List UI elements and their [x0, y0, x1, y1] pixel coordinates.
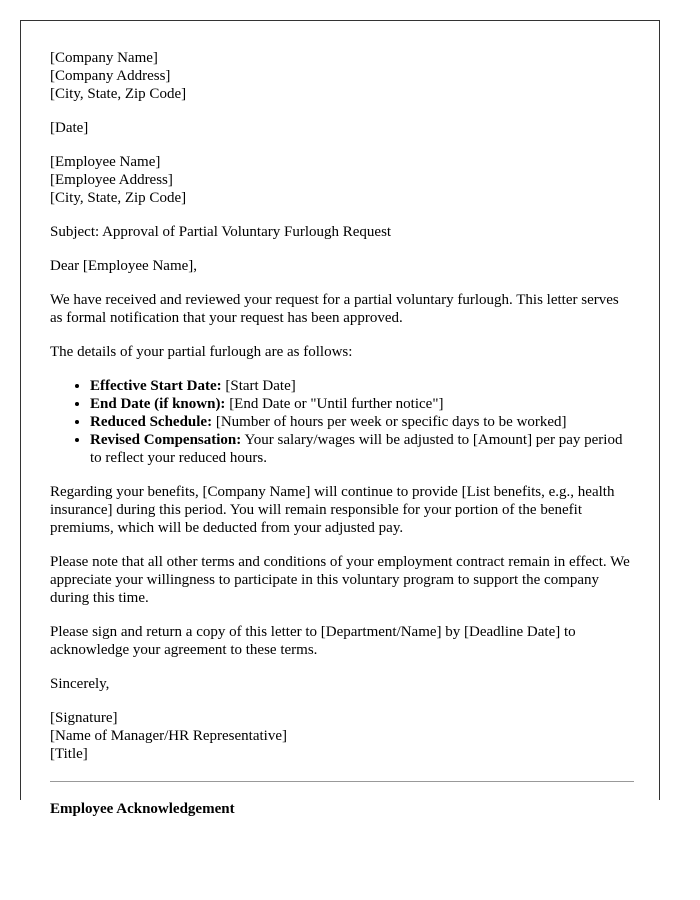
signature-placeholder: [Signature]: [50, 710, 118, 726]
detail-label: Reduced Schedule:: [90, 414, 213, 430]
subject-line: Subject: Approval of Partial Voluntary Furlough Request: [50, 224, 392, 240]
sender-company-name: [Company Name]: [50, 50, 158, 66]
letter-date: [Date]: [50, 120, 89, 136]
detail-value: [Number of hours per week or specific days to be worked]: [212, 414, 567, 430]
recipient-city-state-zip: [City, State, Zip Code]: [50, 190, 187, 206]
detail-item-end-date: [90, 395, 634, 413]
letter-page: [20, 20, 660, 817]
detail-item-start-date: [90, 377, 634, 395]
detail-item-revised-compensation: [90, 431, 634, 467]
detail-label: Effective Start Date:: [90, 378, 222, 394]
closing: Sincerely,: [50, 676, 110, 692]
sender-company-address: [Company Address]: [50, 68, 171, 84]
detail-item-reduced-schedule: [90, 413, 634, 431]
terms-paragraph: Please note that all other terms and conditions of your employment contract remain in effect. We appreciate your willingness to participate in this voluntary program to support the company during this time.: [50, 554, 630, 606]
benefits-paragraph: Regarding your benefits, [Company Name] will continue to provide [List benefits, e.g., health insurance] during this period. You will remain responsible for your portion of the benefit premiums, which will be deducted from your adjusted pay.: [50, 484, 615, 536]
signer-name: [Name of Manager/HR Representative]: [50, 728, 287, 744]
detail-label: End Date (if known):: [90, 396, 226, 412]
signature-block: [50, 709, 634, 763]
detail-label: Revised Compensation:: [90, 432, 242, 448]
detail-value: Your salary/wages will be adjusted to [Amount] per pay period to reflect your reduced hours.: [90, 432, 623, 466]
sender-address-block: [50, 49, 634, 103]
return-instructions-paragraph: Please sign and return a copy of this letter to [Department/Name] by [Deadline Date] to acknowledge your agreement to these terms.: [50, 624, 576, 658]
recipient-name: [Employee Name]: [50, 154, 161, 170]
recipient-address-block: [50, 153, 634, 207]
details-intro-paragraph: The details of your partial furlough are as follows:: [50, 344, 353, 360]
acknowledgement-heading: Employee Acknowledgement: [50, 801, 235, 817]
detail-value: [End Date or "Until further notice"]: [225, 396, 444, 412]
detail-value: [Start Date]: [221, 378, 296, 394]
section-divider: [50, 781, 634, 782]
recipient-address: [Employee Address]: [50, 172, 173, 188]
intro-paragraph: We have received and reviewed your request for a partial voluntary furlough. This letter serves as formal notification that your request has been approved.: [50, 292, 619, 326]
letter-body: [50, 49, 634, 818]
signer-title: [Title]: [50, 746, 88, 762]
furlough-details-list: [50, 377, 634, 467]
sender-city-state-zip: [City, State, Zip Code]: [50, 86, 187, 102]
salutation: Dear [Employee Name],: [50, 258, 198, 274]
